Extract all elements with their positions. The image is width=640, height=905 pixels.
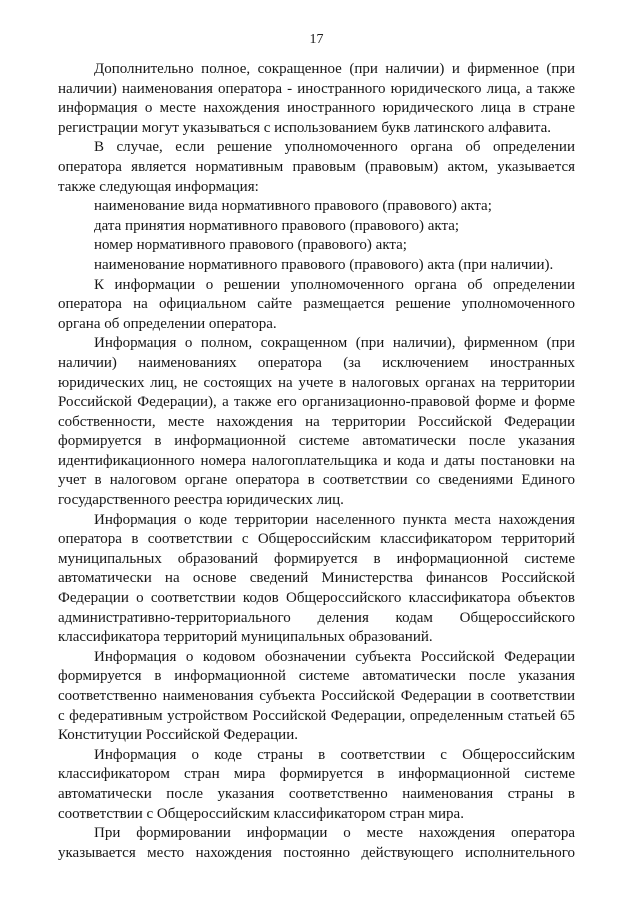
paragraph-line: классификатора территорий муниципальных образований. bbox=[58, 629, 433, 646]
paragraph-line: наличии) наименованиях оператора (за исключением иностранных bbox=[58, 354, 575, 371]
paragraph-line: юридических лиц, не состоящих на учете в налоговых органах на территории bbox=[58, 374, 575, 391]
paragraph-line: Информация о кодовом обозначении субъекта Российской Федерации bbox=[94, 648, 575, 665]
paragraph-line: оператора является нормативным правовым (правовым) актом, указывается bbox=[58, 158, 575, 175]
paragraph-line: также следующая информация: bbox=[58, 178, 259, 195]
paragraph bbox=[58, 276, 575, 335]
paragraph-line: Российской Федерации), а также его организационно-правовой форме и форме bbox=[58, 394, 575, 411]
paragraph bbox=[58, 511, 575, 648]
list-item: дата принятия нормативного правового (правового) акта; bbox=[94, 217, 460, 234]
paragraph-line: автоматически на основе сведений Министерства финансов Российской bbox=[58, 570, 575, 587]
paragraph-line: формируется в информационной системе автоматически после указания bbox=[58, 668, 575, 685]
paragraph-line: При формировании информации о месте нахождения оператора bbox=[94, 825, 575, 842]
paragraph-line: В случае, если решение уполномоченного органа об определении bbox=[94, 139, 575, 156]
document-body bbox=[58, 60, 575, 863]
paragraph bbox=[58, 334, 575, 510]
paragraph-line: Информация о коде территории населенного пункта места нахождения bbox=[94, 511, 575, 528]
paragraph-line: муниципальных образований формируется в информационной системе bbox=[58, 550, 575, 567]
paragraph-line: соответственно наименования субъекта Российской Федерации в соответствии bbox=[58, 688, 575, 704]
list-item: номер нормативного правового (правового) акта; bbox=[94, 237, 407, 254]
paragraph-line: государственного реестра юридических лиц. bbox=[58, 492, 344, 509]
paragraph-line: собственности, месте нахождения на территории Российской Федерации bbox=[58, 413, 575, 430]
paragraph-line: К информации о решении уполномоченного органа об определении bbox=[94, 276, 575, 293]
paragraph-line: Конституции Российской Федерации. bbox=[58, 727, 298, 744]
paragraph bbox=[58, 746, 575, 824]
paragraph bbox=[58, 824, 575, 863]
paragraph-line: Федерации о соответствии кодов Общероссийского классификатора объектов bbox=[58, 590, 575, 607]
paragraph-line: информация о месте нахождения иностранного юридического лица в стране bbox=[58, 100, 575, 117]
paragraph-line: идентификационного номера налогоплательщика и кода и даты постановки на bbox=[58, 452, 575, 469]
paragraph bbox=[58, 648, 575, 746]
paragraph-line: с федеративным устройством Российской Федерации, определенным статьей 65 bbox=[58, 707, 575, 724]
paragraph-line: органа об определении оператора. bbox=[58, 315, 277, 332]
paragraph-line: автоматически после указания соответственно наименования страны в bbox=[58, 785, 575, 802]
paragraph-line: регистрации могут указываться с использованием букв латинского алфавита. bbox=[58, 119, 552, 136]
paragraph-line: Информация о полном, сокращенном (при наличии), фирменном (при bbox=[94, 335, 575, 352]
paragraph-line: оператора в соответствии с Общероссийским классификатором территорий bbox=[58, 531, 575, 548]
list-item: наименование вида нормативного правового (правового) акта; bbox=[94, 198, 492, 215]
paragraph-line: административно-территориального деления кодам Общероссийского bbox=[58, 609, 575, 626]
paragraph bbox=[58, 138, 575, 197]
page-number: 17 bbox=[309, 32, 324, 47]
paragraph-line: указывается место нахождения постоянно действующего исполнительного bbox=[58, 844, 575, 861]
paragraph-line: соответствии с Общероссийским классификатором стран мира. bbox=[58, 805, 464, 822]
paragraph-line: Дополнительно полное, сокращенное (при наличии) и фирменное (при bbox=[94, 61, 575, 77]
paragraph-line: учет в налоговом органе оператора в соответствии со сведениями Единого bbox=[58, 472, 575, 489]
paragraph-line: наличии) наименования оператора - иностранного юридического лица, а также bbox=[58, 80, 575, 97]
paragraph-line: классификатором стран мира формируется в информационной системе bbox=[58, 766, 575, 783]
paragraph-line: оператора на официальном сайте размещается решение уполномоченного bbox=[58, 296, 575, 313]
paragraph-line: формируется в информационной системе автоматически после указания bbox=[58, 433, 575, 450]
paragraph-line: Информация о коде страны в соответствии с Общероссийским bbox=[94, 746, 575, 763]
list bbox=[58, 197, 575, 275]
list-item: наименование нормативного правового (правового) акта (при наличии). bbox=[94, 256, 554, 273]
paragraph bbox=[58, 60, 575, 138]
